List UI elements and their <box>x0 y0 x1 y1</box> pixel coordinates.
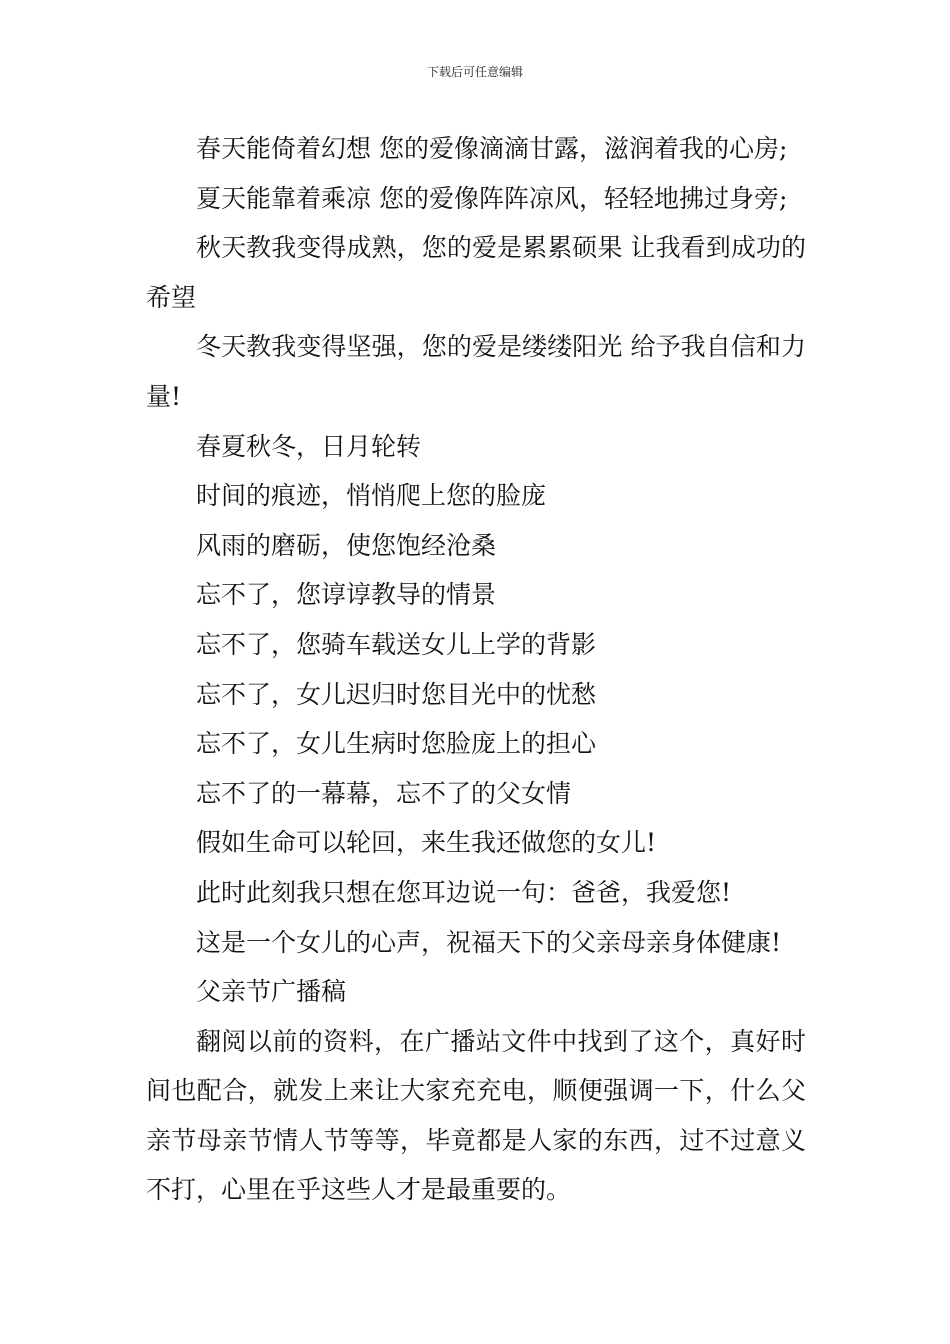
page-header: 下载后可任意编辑 <box>426 65 523 79</box>
paragraph: 春天能倚着幻想 您的爱像滴滴甘露，滋润着我的心房; <box>196 134 788 163</box>
section-heading: 父亲节广播稿 <box>196 977 347 1007</box>
document-body <box>146 124 806 1215</box>
paragraph: 忘不了，女儿生病时您脸庞上的担心 <box>196 729 597 759</box>
paragraph: 忘不了，女儿迟归时您目光中的忧愁 <box>196 679 597 709</box>
paragraph: 夏天能靠着乘凉 您的爱像阵阵凉风，轻轻地拂过身旁; <box>196 183 788 213</box>
paragraph: 春夏秋冬，日月轮转 <box>196 431 422 461</box>
paragraph: 冬天教我变得坚强，您的爱是缕缕阳光 给予我自信和力量! <box>146 332 806 411</box>
paragraph: 忘不了，您骑车载送女儿上学的背影 <box>196 629 597 659</box>
paragraph: 时间的痕迹，悄悄爬上您的脸庞 <box>196 481 547 511</box>
paragraph: 风雨的磨砺，使您饱经沧桑 <box>196 530 497 560</box>
paragraph: 忘不了的一幕幕，忘不了的父女情 <box>196 778 572 808</box>
paragraph: 忘不了，您谆谆教导的情景 <box>196 580 497 610</box>
paragraph: 这是一个女儿的心声，祝福天下的父亲母亲身体健康! <box>196 927 782 957</box>
paragraph: 翻阅以前的资料，在广播站文件中找到了这个，真好时间也配合，就发上来让大家充充电，顺便强调一下，什么父亲节母亲节情人节等等，毕竟都是人家的东西，过不过意义不打，心里在乎这些人才是最重要的。 <box>146 1026 806 1205</box>
paragraph: 秋天教我变得成熟，您的爱是累累硕果 让我看到成功的希望 <box>146 233 806 312</box>
paragraph: 假如生命可以轮回，来生我还做您的女儿! <box>196 828 657 858</box>
paragraph: 此时此刻我只想在您耳边说一句：爸爸，我爱您! <box>196 877 732 907</box>
